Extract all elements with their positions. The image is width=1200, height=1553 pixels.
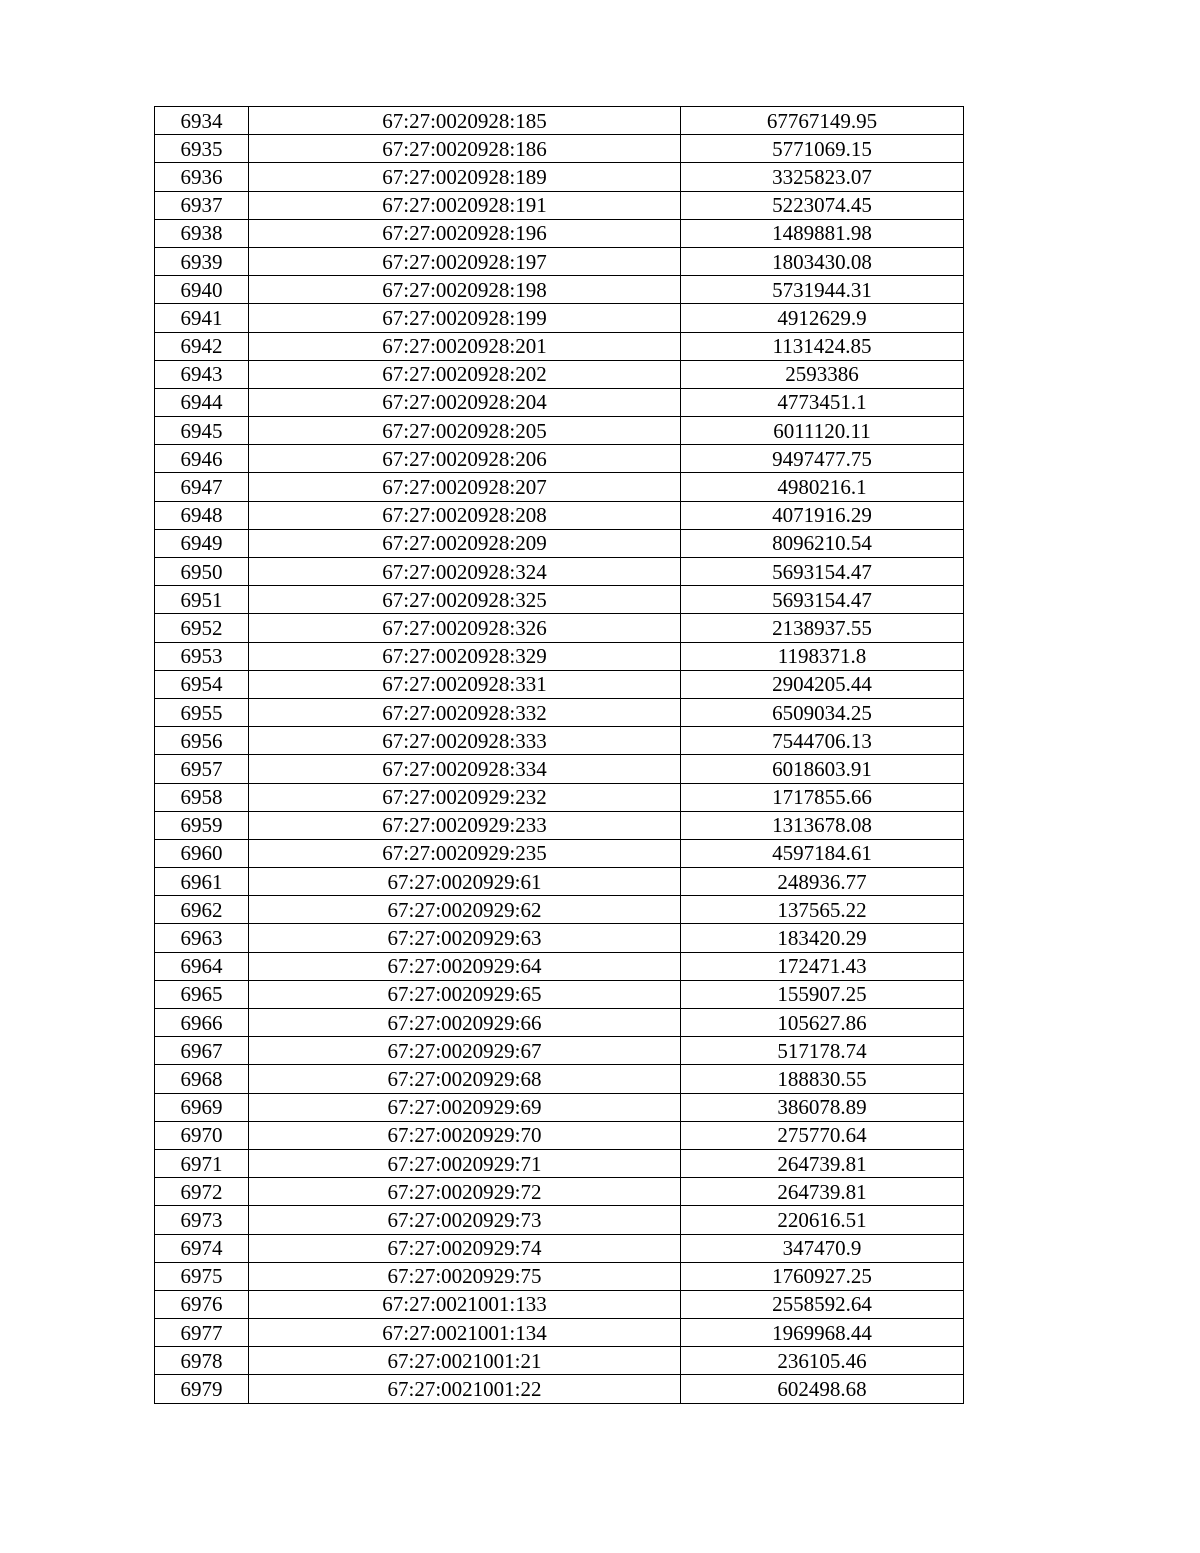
cadastral-value-cell: 6018603.91 [681, 755, 964, 783]
row-number-cell: 6975 [155, 1262, 249, 1290]
table-row [155, 1262, 964, 1290]
cadastral-number-cell: 67:27:0020929:62 [249, 896, 681, 924]
cadastral-number-cell: 67:27:0020929:232 [249, 783, 681, 811]
cadastral-number-cell: 67:27:0021001:133 [249, 1290, 681, 1318]
table-row [155, 811, 964, 839]
table-row [155, 163, 964, 191]
cadastral-value-cell: 188830.55 [681, 1065, 964, 1093]
table-row [155, 980, 964, 1008]
cadastral-value-cell: 67767149.95 [681, 107, 964, 135]
table-row [155, 642, 964, 670]
cadastral-value-cell: 4773451.1 [681, 388, 964, 416]
cadastral-value-cell: 236105.46 [681, 1347, 964, 1375]
cadastral-value-cell: 347470.9 [681, 1234, 964, 1262]
table-row [155, 698, 964, 726]
row-number-cell: 6960 [155, 839, 249, 867]
cadastral-value-cell: 602498.68 [681, 1375, 964, 1403]
cadastral-value-cell: 5693154.47 [681, 586, 964, 614]
table-row [155, 868, 964, 896]
cadastral-number-cell: 67:27:0020928:185 [249, 107, 681, 135]
cadastral-number-cell: 67:27:0020928:332 [249, 698, 681, 726]
row-number-cell: 6941 [155, 304, 249, 332]
cadastral-value-cell: 264739.81 [681, 1149, 964, 1177]
row-number-cell: 6954 [155, 670, 249, 698]
cadastral-value-cell: 1969968.44 [681, 1319, 964, 1347]
cadastral-value-cell: 4071916.29 [681, 501, 964, 529]
row-number-cell: 6979 [155, 1375, 249, 1403]
cadastral-number-cell: 67:27:0020928:204 [249, 388, 681, 416]
cadastral-value-cell: 2138937.55 [681, 614, 964, 642]
row-number-cell: 6969 [155, 1093, 249, 1121]
cadastral-number-cell: 67:27:0021001:134 [249, 1319, 681, 1347]
cadastral-value-cell: 1760927.25 [681, 1262, 964, 1290]
table-body [155, 107, 964, 1404]
row-number-cell: 6968 [155, 1065, 249, 1093]
cadastral-number-cell: 67:27:0020929:75 [249, 1262, 681, 1290]
cadastral-number-cell: 67:27:0020929:61 [249, 868, 681, 896]
cadastral-number-cell: 67:27:0020928:324 [249, 558, 681, 586]
cadastral-number-cell: 67:27:0020928:208 [249, 501, 681, 529]
row-number-cell: 6972 [155, 1178, 249, 1206]
table-row [155, 839, 964, 867]
table-row [155, 755, 964, 783]
cadastral-value-cell: 275770.64 [681, 1121, 964, 1149]
row-number-cell: 6977 [155, 1319, 249, 1347]
cadastral-value-cell: 220616.51 [681, 1206, 964, 1234]
table-row [155, 473, 964, 501]
cadastral-value-cell: 5731944.31 [681, 276, 964, 304]
table-row [155, 360, 964, 388]
cadastral-value-cell: 517178.74 [681, 1037, 964, 1065]
table-row [155, 529, 964, 557]
row-number-cell: 6970 [155, 1121, 249, 1149]
cadastral-number-cell: 67:27:0020928:205 [249, 417, 681, 445]
row-number-cell: 6934 [155, 107, 249, 135]
table-row [155, 107, 964, 135]
row-number-cell: 6939 [155, 247, 249, 275]
row-number-cell: 6957 [155, 755, 249, 783]
cadastral-number-cell: 67:27:0020928:326 [249, 614, 681, 642]
row-number-cell: 6942 [155, 332, 249, 360]
table-row [155, 1065, 964, 1093]
cadastral-number-cell: 67:27:0020928:196 [249, 219, 681, 247]
cadastral-value-cell: 4597184.61 [681, 839, 964, 867]
cadastral-number-cell: 67:27:0020928:207 [249, 473, 681, 501]
table-row [155, 896, 964, 924]
row-number-cell: 6965 [155, 980, 249, 1008]
row-number-cell: 6945 [155, 417, 249, 445]
row-number-cell: 6955 [155, 698, 249, 726]
cadastral-number-cell: 67:27:0020929:72 [249, 1178, 681, 1206]
table-row [155, 1009, 964, 1037]
table-row [155, 1121, 964, 1149]
cadastral-value-cell: 105627.86 [681, 1009, 964, 1037]
table-row [155, 417, 964, 445]
cadastral-value-cell: 1717855.66 [681, 783, 964, 811]
table-row [155, 924, 964, 952]
row-number-cell: 6966 [155, 1009, 249, 1037]
cadastral-number-cell: 67:27:0020929:69 [249, 1093, 681, 1121]
table-row [155, 1093, 964, 1121]
cadastral-number-cell: 67:27:0020929:68 [249, 1065, 681, 1093]
cadastral-value-cell: 1489881.98 [681, 219, 964, 247]
cadastral-number-cell: 67:27:0020929:235 [249, 839, 681, 867]
cadastral-number-cell: 67:27:0020928:198 [249, 276, 681, 304]
table-row [155, 1178, 964, 1206]
cadastral-number-cell: 67:27:0020929:73 [249, 1206, 681, 1234]
cadastral-number-cell: 67:27:0021001:22 [249, 1375, 681, 1403]
cadastral-value-cell: 264739.81 [681, 1178, 964, 1206]
table-row [155, 191, 964, 219]
table-row [155, 135, 964, 163]
row-number-cell: 6951 [155, 586, 249, 614]
table-row [155, 1149, 964, 1177]
cadastral-number-cell: 67:27:0020928:199 [249, 304, 681, 332]
row-number-cell: 6938 [155, 219, 249, 247]
cadastral-value-cell: 7544706.13 [681, 727, 964, 755]
cadastral-value-cell: 2904205.44 [681, 670, 964, 698]
row-number-cell: 6948 [155, 501, 249, 529]
cadastral-value-cell: 172471.43 [681, 952, 964, 980]
cadastral-number-cell: 67:27:0020928:189 [249, 163, 681, 191]
cadastral-number-cell: 67:27:0020929:74 [249, 1234, 681, 1262]
cadastral-value-cell: 4912629.9 [681, 304, 964, 332]
cadastral-value-cell: 2593386 [681, 360, 964, 388]
row-number-cell: 6944 [155, 388, 249, 416]
table-row [155, 1375, 964, 1403]
row-number-cell: 6971 [155, 1149, 249, 1177]
cadastral-value-cell: 1313678.08 [681, 811, 964, 839]
cadastral-number-cell: 67:27:0020928:333 [249, 727, 681, 755]
table-row [155, 558, 964, 586]
table-row [155, 614, 964, 642]
cadastral-value-cell: 183420.29 [681, 924, 964, 952]
cadastral-value-cell: 386078.89 [681, 1093, 964, 1121]
row-number-cell: 6947 [155, 473, 249, 501]
cadastral-number-cell: 67:27:0020928:331 [249, 670, 681, 698]
cadastral-number-cell: 67:27:0020928:206 [249, 445, 681, 473]
table-row [155, 1037, 964, 1065]
cadastral-value-cell: 5223074.45 [681, 191, 964, 219]
cadastral-number-cell: 67:27:0020929:70 [249, 1121, 681, 1149]
row-number-cell: 6973 [155, 1206, 249, 1234]
table-row [155, 952, 964, 980]
cadastral-number-cell: 67:27:0021001:21 [249, 1347, 681, 1375]
row-number-cell: 6962 [155, 896, 249, 924]
cadastral-value-cell: 1803430.08 [681, 247, 964, 275]
table-row [155, 1234, 964, 1262]
row-number-cell: 6976 [155, 1290, 249, 1318]
row-number-cell: 6959 [155, 811, 249, 839]
row-number-cell: 6978 [155, 1347, 249, 1375]
row-number-cell: 6974 [155, 1234, 249, 1262]
table-row [155, 332, 964, 360]
row-number-cell: 6936 [155, 163, 249, 191]
cadastral-value-cell: 1198371.8 [681, 642, 964, 670]
table-row [155, 783, 964, 811]
row-number-cell: 6953 [155, 642, 249, 670]
cadastral-value-cell: 137565.22 [681, 896, 964, 924]
row-number-cell: 6946 [155, 445, 249, 473]
cadastral-number-cell: 67:27:0020929:71 [249, 1149, 681, 1177]
cadastral-number-cell: 67:27:0020929:63 [249, 924, 681, 952]
cadastral-number-cell: 67:27:0020928:186 [249, 135, 681, 163]
row-number-cell: 6940 [155, 276, 249, 304]
cadastral-value-cell: 5771069.15 [681, 135, 964, 163]
row-number-cell: 6958 [155, 783, 249, 811]
cadastral-value-cell: 4980216.1 [681, 473, 964, 501]
cadastral-value-cell: 2558592.64 [681, 1290, 964, 1318]
cadastral-value-cell: 248936.77 [681, 868, 964, 896]
cadastral-number-cell: 67:27:0020929:65 [249, 980, 681, 1008]
table-row [155, 586, 964, 614]
cadastral-number-cell: 67:27:0020929:66 [249, 1009, 681, 1037]
table-row [155, 727, 964, 755]
cadastral-number-cell: 67:27:0020929:67 [249, 1037, 681, 1065]
table-row [155, 501, 964, 529]
table-row [155, 1347, 964, 1375]
table-row [155, 1319, 964, 1347]
cadastral-value-cell: 1131424.85 [681, 332, 964, 360]
cadastral-number-cell: 67:27:0020928:329 [249, 642, 681, 670]
table-row [155, 247, 964, 275]
cadastral-number-cell: 67:27:0020929:64 [249, 952, 681, 980]
table-row [155, 276, 964, 304]
row-number-cell: 6963 [155, 924, 249, 952]
table-row [155, 1206, 964, 1234]
row-number-cell: 6967 [155, 1037, 249, 1065]
cadastral-number-cell: 67:27:0020928:334 [249, 755, 681, 783]
row-number-cell: 6943 [155, 360, 249, 388]
table-row [155, 304, 964, 332]
table-row [155, 445, 964, 473]
row-number-cell: 6964 [155, 952, 249, 980]
cadastral-number-cell: 67:27:0020928:201 [249, 332, 681, 360]
cadastral-number-cell: 67:27:0020928:325 [249, 586, 681, 614]
row-number-cell: 6935 [155, 135, 249, 163]
table-row [155, 1290, 964, 1318]
cadastral-number-cell: 67:27:0020928:197 [249, 247, 681, 275]
cadastral-number-cell: 67:27:0020928:202 [249, 360, 681, 388]
cadastral-value-cell: 6509034.25 [681, 698, 964, 726]
row-number-cell: 6950 [155, 558, 249, 586]
cadastral-number-cell: 67:27:0020929:233 [249, 811, 681, 839]
table-row [155, 670, 964, 698]
cadastral-value-cell: 8096210.54 [681, 529, 964, 557]
cadastral-value-cell: 5693154.47 [681, 558, 964, 586]
row-number-cell: 6952 [155, 614, 249, 642]
cadastral-number-cell: 67:27:0020928:209 [249, 529, 681, 557]
row-number-cell: 6961 [155, 868, 249, 896]
cadastral-value-cell: 155907.25 [681, 980, 964, 1008]
cadastral-value-cell: 9497477.75 [681, 445, 964, 473]
row-number-cell: 6949 [155, 529, 249, 557]
row-number-cell: 6956 [155, 727, 249, 755]
cadastral-value-cell: 3325823.07 [681, 163, 964, 191]
cadastral-number-cell: 67:27:0020928:191 [249, 191, 681, 219]
cadastral-value-cell: 6011120.11 [681, 417, 964, 445]
cadastral-value-table [154, 106, 964, 1404]
table-row [155, 219, 964, 247]
table-row [155, 388, 964, 416]
row-number-cell: 6937 [155, 191, 249, 219]
